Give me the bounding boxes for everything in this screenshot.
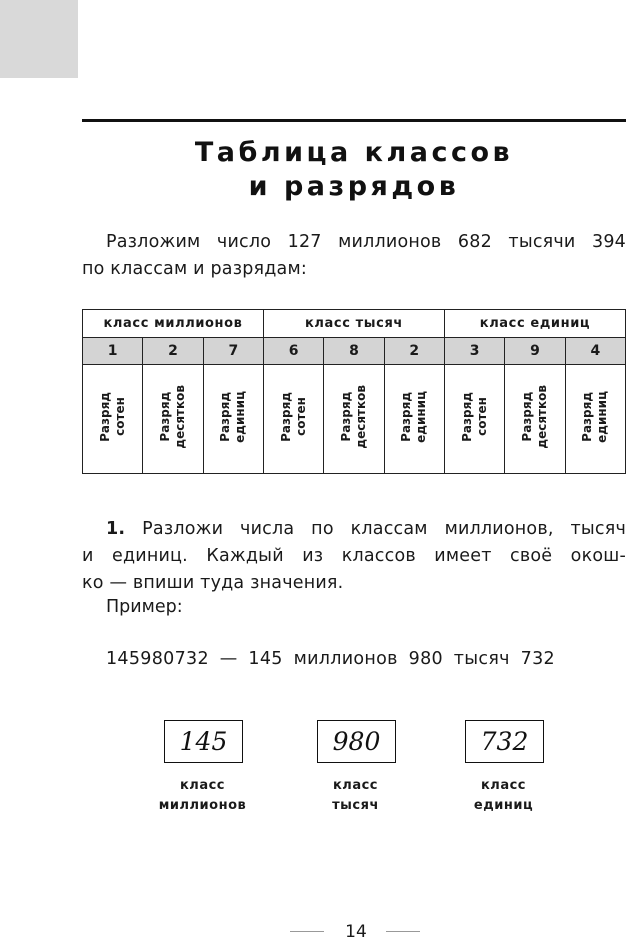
- rank-word: Разряд: [580, 392, 595, 442]
- classes-table: [82, 309, 626, 474]
- exercise-1-text: [82, 516, 626, 597]
- rank-name: сотен: [474, 397, 489, 437]
- rank-word: Разряд: [459, 392, 474, 442]
- caption-units: [441, 776, 566, 816]
- rank-row: [83, 365, 626, 474]
- rank-name: десятков: [353, 385, 368, 449]
- rank-word: Разряд: [399, 392, 414, 442]
- digit-cell: 2: [384, 338, 444, 365]
- exercise-number: 1.: [106, 519, 126, 539]
- rank-cell: [263, 365, 323, 474]
- rank-word: Разряд: [97, 392, 112, 442]
- corner-tab: [0, 0, 78, 78]
- rank-name: десятков: [172, 385, 187, 449]
- page-title: [82, 136, 626, 204]
- rank-cell: [203, 365, 263, 474]
- example-label: Пример:: [106, 597, 183, 617]
- intro-line-1: Разложим число 127 миллионов 682 тысячи 394: [106, 232, 626, 252]
- exercise-line-2: и единиц. Каждый из классов имеет своё окош-: [82, 546, 626, 566]
- footer-rule-left: [290, 931, 324, 932]
- digit-cell: 1: [83, 338, 143, 365]
- answer-box-thousands: 980: [317, 720, 396, 763]
- intro-paragraph: [82, 229, 626, 283]
- example-line: 145980732 — 145 миллионов 980 тысяч 732: [106, 649, 555, 669]
- class-thousands-header: класс тысяч: [263, 310, 444, 338]
- digit-cell: 3: [444, 338, 504, 365]
- footer-rule-right: [386, 931, 420, 932]
- rank-word: Разряд: [157, 392, 172, 442]
- rank-name: единиц: [595, 391, 610, 443]
- rank-word: Разряд: [519, 392, 534, 442]
- rank-cell: [384, 365, 444, 474]
- digit-cell: 8: [324, 338, 384, 365]
- page-number: 14: [345, 922, 367, 942]
- class-units-header: класс единиц: [444, 310, 625, 338]
- exercise-line-1-text: Разложи числа по классам миллионов, тысяч: [142, 519, 627, 539]
- rank-cell: [565, 365, 625, 474]
- answer-box-units: 732: [465, 720, 544, 763]
- digit-cell: 6: [263, 338, 323, 365]
- rank-name: десятков: [534, 385, 549, 449]
- digit-row: [83, 338, 626, 365]
- rank-name: сотен: [112, 397, 127, 437]
- answer-box-millions: 145: [164, 720, 243, 763]
- caption-class-word: класс: [332, 778, 379, 793]
- exercise-line-3: ко — впиши туда значения.: [82, 573, 344, 593]
- rank-name: сотен: [293, 397, 308, 437]
- caption-thousands: [293, 776, 418, 816]
- rank-name: единиц: [233, 391, 248, 443]
- caption-class-name: миллионов: [158, 798, 247, 813]
- digit-cell: 9: [505, 338, 565, 365]
- rank-name: единиц: [414, 391, 429, 443]
- intro-line-2: по классам и разрядам:: [82, 259, 307, 279]
- digit-cell: 4: [565, 338, 625, 365]
- caption-class-name: тысяч: [332, 798, 379, 813]
- rank-word: Разряд: [338, 392, 353, 442]
- rank-cell: [83, 365, 143, 474]
- class-millions-header: класс миллионов: [83, 310, 264, 338]
- rank-cell: [505, 365, 565, 474]
- header-rule: [82, 119, 626, 122]
- rank-word: Разряд: [218, 392, 233, 442]
- rank-cell: [143, 365, 203, 474]
- rank-word: Разряд: [278, 392, 293, 442]
- caption-class-word: класс: [480, 778, 527, 793]
- caption-class-word: класс: [179, 778, 226, 793]
- class-header-row: [83, 310, 626, 338]
- digit-cell: 7: [203, 338, 263, 365]
- digit-cell: 2: [143, 338, 203, 365]
- caption-millions: [140, 776, 265, 816]
- rank-cell: [324, 365, 384, 474]
- caption-class-name: единиц: [473, 798, 534, 813]
- rank-cell: [444, 365, 504, 474]
- title-line-2: и разрядов: [248, 171, 460, 202]
- exercise-line-1: [82, 516, 626, 543]
- title-line-1: Таблица классов: [194, 137, 514, 168]
